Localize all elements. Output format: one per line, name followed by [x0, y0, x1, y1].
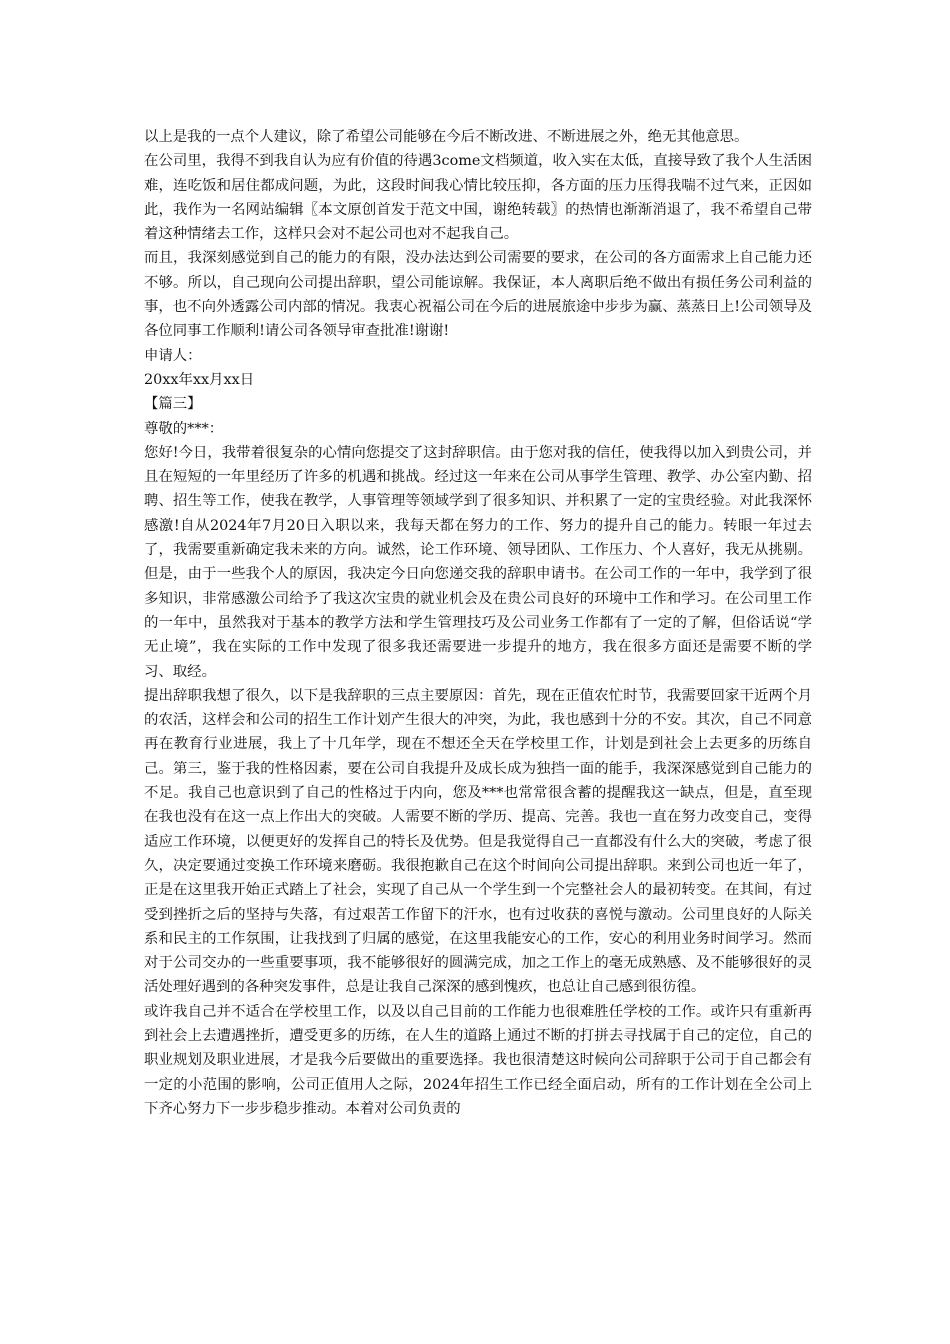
- paragraph-suggestion: 以上是我的一点个人建议，除了希望公司能够在今后不断改进、不断进展之外，绝无其他意思。: [144, 129, 749, 145]
- paragraph-intro: 您好!今日，我带着很复杂的心情向您提交了这封辞职信。由于您对我的信任，使我得以加入到贵公司，并且在短短的一年里经历了许多的机遇和挑战。经过这一年来在公司从事学生管理、教学、办公室内勤、招聘、招生等工作，使我在教学，人事管理等领域学到了很多知识、并积累了一定的宝贵经验。对此我深怀感激!自从2024年7月20日入职以来，我每天都在努力的工作、努力的提升自己的能力。转眼一年过去了，我需要重新确定我未来的方向。诚然，论工作环境、领导团队、工作压力、个人喜好，我无从挑剔。但是，由于一些我个人的原因，我决定今日向您递交我的辞职申请书。在公司工作的一年中，我学到了很多知识，非常感激公司给予了我这次宝贵的就业机会及在贵公司良好的环境中工作和学习。在公司里工作的一年中，虽然我对于基本的教学方法和学生管理技巧及公司业务工作都有了一定的了解，但俗话说“学无止境”，我在实际的工作中发现了很多我还需要进一步提升的地方，我在很多方面还是需要不断的学习、取经。: [144, 444, 812, 680]
- document-body: [144, 125, 812, 1121]
- salutation: 尊敬的***：: [144, 420, 224, 437]
- paragraph-ability: 而且，我深刻感觉到自己的能力的有限，没办法达到公司需要的要求，在公司的各方面需求上自己能力还不够。所以，自己现向公司提出辞职，望公司能谅解。我保证，本人离职后绝不做出有损任务公司利益的事，也不向外透露公司内部的情况。我衷心祝福公司在今后的进展旅途中步步为赢、蒸蒸日上!公司领导及各位同事工作顺利!请公司各领导审查批准!谢谢!: [144, 250, 812, 340]
- applicant-label: 申请人：: [144, 347, 202, 364]
- paragraph-salary: 在公司里，我得不到我自认为应有价值的待遇3come文档频道，收入实在太低，直接导致了我个人生活困难，连吃饭和居住都成问题，为此，这段时间我心情比较压抑，各方面的压力压得我喘不过气来，正因如此，我作为一名网站编辑〖本文原创首发于范文中国，谢绝转载〗的热情也渐渐消退了，我不希望自己带着这种情绪去工作，这样只会对不起公司也对不起我自己。: [144, 153, 812, 243]
- paragraph-conclusion: 或许我自己并不适合在学校里工作，以及以自己目前的工作能力也很难胜任学校的工作。或许只有重新再到社会上去遭遇挫折，遭受更多的历练，在人生的道路上通过不断的打拼去寻找属于自己的定位，自己的职业规划及职业进展，才是我今后要做出的重要选择。我也很清楚这时候向公司辞职于公司于自己都会有一定的小范围的影响，公司正值用人之际，2024年招生工作已经全面启动，所有的工作计划在全公司上下齐心努力下一步步稳步推动。本着对公司负责的: [144, 1003, 812, 1117]
- date-line: 20xx年xx月xx日: [144, 371, 255, 388]
- paragraph-reasons: 提出辞职我想了很久，以下是我辞职的三点主要原因：首先，现在正值农忙时节，我需要回家干近两个月的农活，这样会和公司的招生工作计划产生很大的冲突，为此，我也感到十分的不安。其次，自己不同意再在教育行业进展，我上了十几年学，现在不想还全天在学校里工作，计划是到社会上去更多的历练自己。第三，鉴于我的性格因素，要在公司自我提升及成长成为独挡一面的能手，我深深感觉到自己能力的不足。我自己也意识到了自己的性格过于内向，您及***也常常很含蓄的提醒我这一缺点，但是，直至现在我也没有在这一点上作出大的突破。人需要不断的学历、提高、完善。我也一直在努力改变自己，变得适应工作环境，以便更好的发挥自己的特长及优势。但是我觉得自己一直都没有什么大的突破，考虑了很久，决定要通过变换工作环境来磨砺。我很抱歉自己在这个时间向公司提出辞职。来到公司也近一年了，正是在这里我开始正式踏上了社会，实现了自己从一个学生到一个完整社会人的最初转变。在其间，有过受到挫折之后的坚持与失落，有过艰苦工作留下的汗水，也有过收获的喜悦与激动。公司里良好的人际关系和民主的工作氛围，让我找到了归属的感觉，在这里我能安心的工作，安心的利用业务时间学习。然而对于公司交办的一些重要事项，我不能够很好的圆满完成，加之工作上的毫无成熟感、及不能够很好的灵活处理好遇到的各种突发事件，总是让我自己深深的感到愧疚，也总让自己感到很彷徨。: [144, 687, 812, 996]
- section-heading: 【篇三】: [144, 396, 202, 413]
